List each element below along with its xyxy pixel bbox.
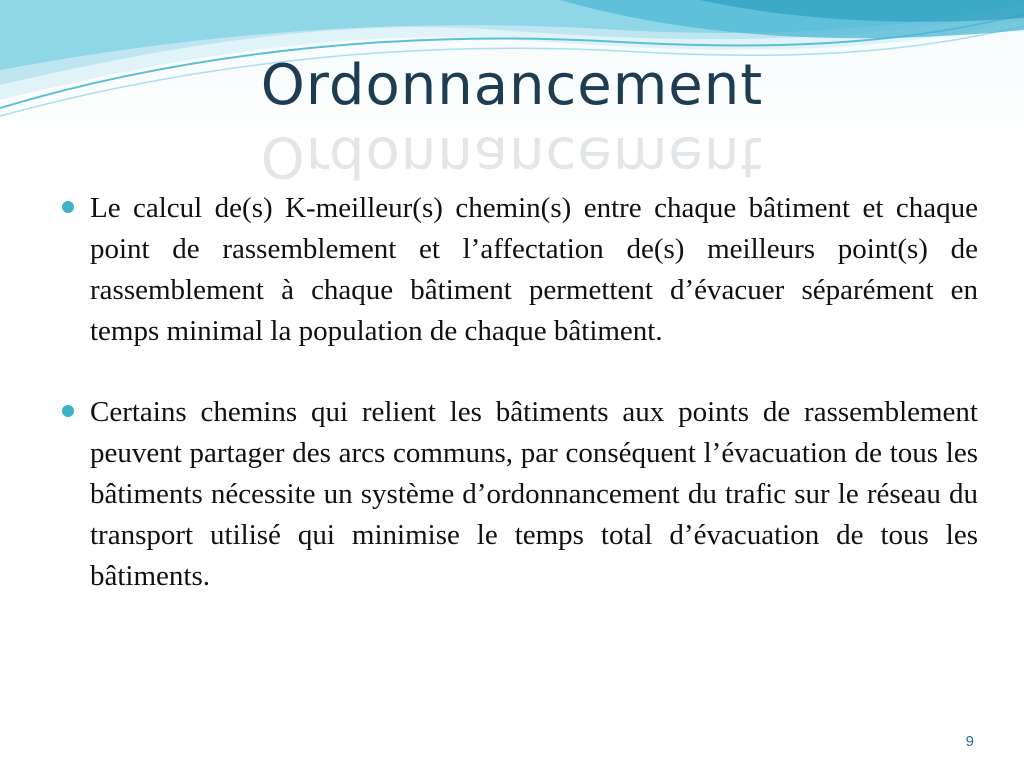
title-reflection xyxy=(0,120,1024,189)
bullet-dot-icon xyxy=(62,201,74,213)
bullet-text: Certains chemins qui relient les bâtiments aux points de rassemblement peuvent partager des arcs communs, par conséquent l’évacuation de tous les bâtiments nécessite un système d’ordonnancement du trafic sur le réseau du transport utilisé qui minimise le temps total d’évacuation de tous les bâtiments. xyxy=(90,396,978,592)
page-number: 9 xyxy=(965,733,974,750)
slide-title: Ordonnancement xyxy=(260,53,764,118)
bullet-text: Le calcul de(s) K-meilleur(s) chemin(s) entre chaque bâtiment et chaque point de rassemblement et l’affectation de(s) meilleurs point(s) de rassemblement à chaque bâtiment permettent d’évacuer séparément en temps minimal la population de chaque bâtiment. xyxy=(90,192,978,347)
bullet-list xyxy=(62,188,978,637)
title-reflection-text: Ordonnancement xyxy=(260,124,764,189)
bullet-item xyxy=(62,188,978,352)
bullet-item xyxy=(62,392,978,597)
bullet-dot-icon xyxy=(62,405,74,417)
title-container xyxy=(0,50,1024,122)
